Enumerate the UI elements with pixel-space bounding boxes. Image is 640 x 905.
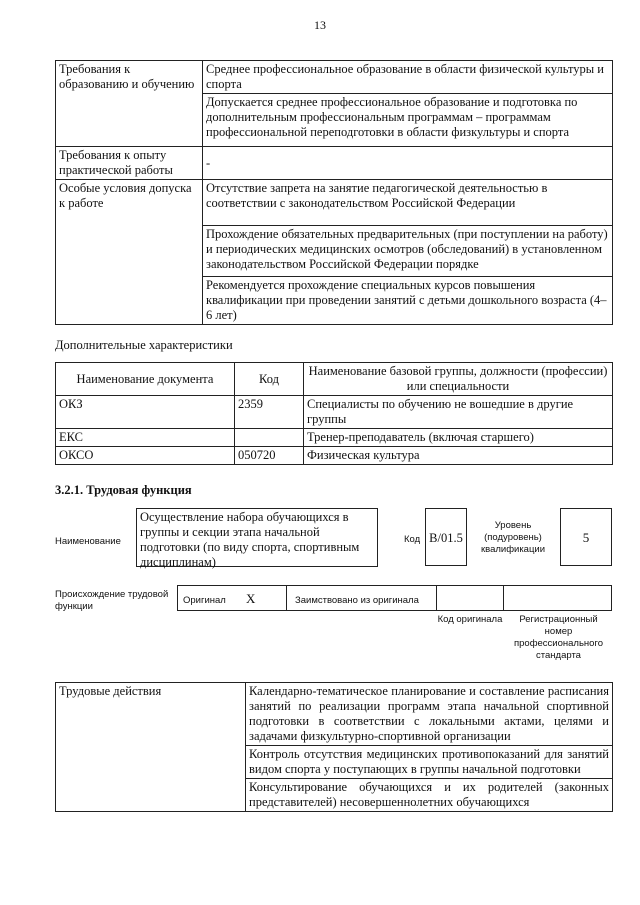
code-label: Код xyxy=(404,534,421,545)
cell: ОКЗ xyxy=(56,396,235,429)
origin-divider xyxy=(436,586,437,611)
original-mark: X xyxy=(246,591,256,606)
page-number: 13 xyxy=(314,18,326,32)
table-row xyxy=(56,396,613,429)
action-item: Календарно-тематическое планирование и составление расписания занятий по реализации программ этапа начальной спортивной подготовки в соответствии с локальными актами, целями и задачами физкультурно-спортивной организации xyxy=(246,683,613,746)
row-label: Особые условия допуска к работе xyxy=(56,180,203,325)
level-box: 5 xyxy=(560,508,612,566)
row-value: Допускается среднее профессиональное образование и подготовка по дополнительным профессиональным программам – программам профессиональной переподготовки в области физкультуры и спорта xyxy=(203,94,613,147)
requirements-table xyxy=(55,60,613,325)
name-label: Наименование xyxy=(55,536,121,547)
action-item: Консультирование обучающихся и их родителей (законных представителей) несовершеннолетних обучающихся xyxy=(246,779,613,812)
table-header-row xyxy=(56,363,613,396)
row-value: Среднее профессиональное образование в области физической культуры и спорта xyxy=(203,61,613,94)
origin-label: Происхождение трудовой функции xyxy=(55,589,169,612)
row-value: Прохождение обязательных предварительных (при поступлении на работу) и периодических медицинских осмотров (обследований) в установленном законодательством Российской Федерации порядке xyxy=(203,226,613,277)
cell: 2359 xyxy=(235,396,304,429)
table-row xyxy=(56,147,613,180)
level-label: Уровень (подуровень) квалификации xyxy=(480,520,546,555)
cell: Физическая культура xyxy=(304,447,613,465)
table-row xyxy=(56,61,613,94)
table-row xyxy=(56,180,613,226)
cell: 050720 xyxy=(235,447,304,465)
action-item: Контроль отсутствия медицинских противопоказаний для занятий видом спорта у поступающих в группы начальной подготовки xyxy=(246,746,613,779)
actions-table xyxy=(55,682,613,812)
code-orig-caption: Код оригинала xyxy=(437,614,503,625)
additional-table xyxy=(55,362,613,465)
table-row xyxy=(56,447,613,465)
cell: ОКСО xyxy=(56,447,235,465)
header-code: Код xyxy=(235,363,304,396)
additional-title: Дополнительные характеристики xyxy=(55,338,233,352)
function-name-box: Осуществление набора обучающихся в группы и секции этапа начальной подготовки (по виду спорта, спортивным дисциплинам) xyxy=(136,508,378,567)
borrowed-label: Заимствовано из оригинала xyxy=(295,595,419,606)
row-label: Требования к опыту практической работы xyxy=(56,147,203,180)
table-row xyxy=(56,429,613,447)
header-doc: Наименование документа xyxy=(56,363,235,396)
reg-caption: Регистрационный номер профессионального стандарта xyxy=(514,614,603,661)
row-value: Отсутствие запрета на занятие педагогической деятельностью в соответствии с законодательством Российской Федерации xyxy=(203,180,613,226)
row-value: Рекомендуется прохождение специальных курсов повышения квалификации при проведении занятий с детьми дошкольного возраста (4–6 лет) xyxy=(203,277,613,325)
function-code-box: B/01.5 xyxy=(425,508,467,566)
header-name: Наименование базовой группы, должности (профессии) или специальности xyxy=(304,363,613,396)
cell: ЕКС xyxy=(56,429,235,447)
cell: Специалисты по обучению не вошедшие в другие группы xyxy=(304,396,613,429)
actions-label: Трудовые действия xyxy=(56,683,246,812)
cell xyxy=(235,429,304,447)
row-label: Требования к образованию и обучению xyxy=(56,61,203,147)
row-value: - xyxy=(203,147,613,180)
origin-divider xyxy=(503,586,504,611)
table-row xyxy=(56,683,613,746)
function-heading: 3.2.1. Трудовая функция xyxy=(55,483,192,497)
cell: Тренер-преподаватель (включая старшего) xyxy=(304,429,613,447)
origin-divider xyxy=(286,586,287,611)
original-label: Оригинал xyxy=(183,595,226,606)
